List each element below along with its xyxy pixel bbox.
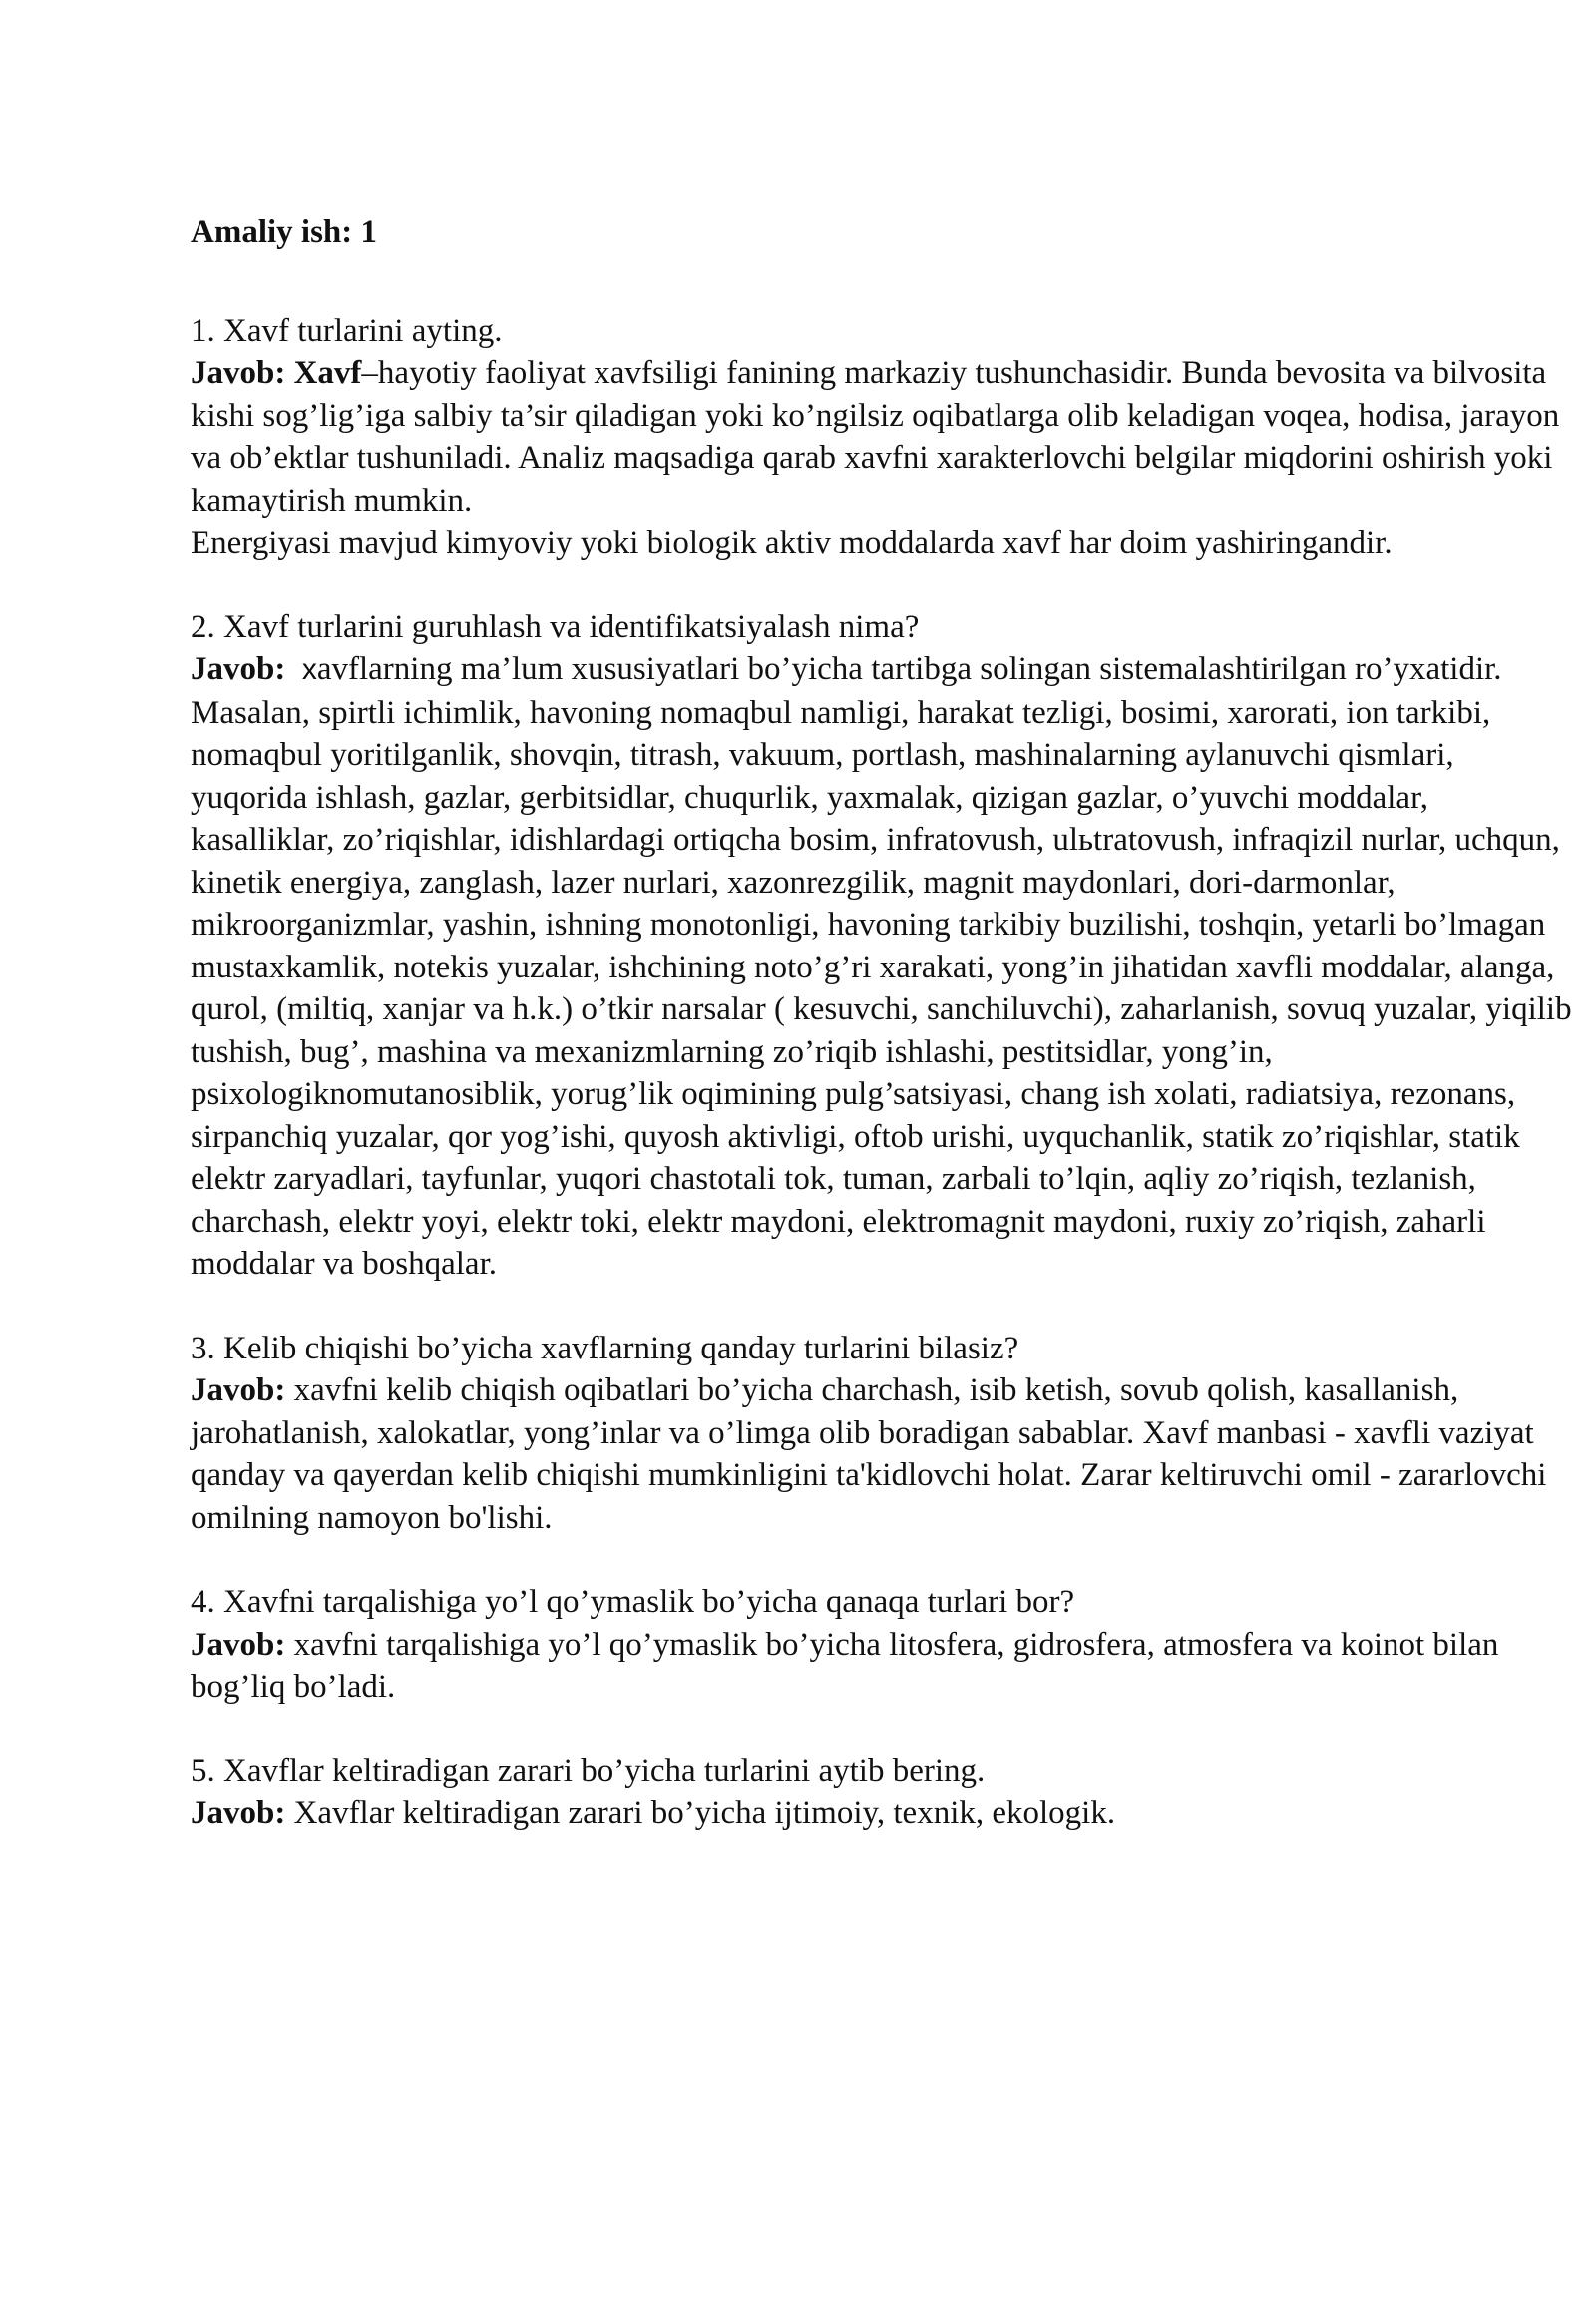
answer-label: Javob: — [191, 1626, 286, 1663]
question-4: 4. Xavfni tarqalishiga yo’l qo’ymaslik bo’yicha qanaqa turlari bor? — [191, 1584, 1075, 1620]
answer-4 — [191, 1624, 1577, 1709]
answer-lead-letter: x — [301, 653, 317, 686]
question-3: 3. Kelib chiqishi bo’yicha xavflarning qanday turlarini bilasiz? — [191, 1330, 1019, 1366]
answer-5 — [191, 1792, 1577, 1835]
question-5: 5. Xavflar keltiradigan zarari bo’yicha turlarini aytib bering. — [191, 1752, 986, 1789]
answer-1-extra: Energiyasi mavjud kimyoviy yoki biologik aktiv moddalarda xavf har doim yashiringandir. — [191, 525, 1393, 561]
answer-text: Xavflar keltiradigan zarari bo’yicha ijtimoiy, texnik, ekologik. — [293, 1795, 1116, 1831]
answer-label: Javob: — [191, 355, 286, 391]
answer-label: Javob: — [191, 1795, 286, 1831]
answer-label: Javob: — [191, 1372, 286, 1408]
document-page — [191, 211, 1577, 1877]
answer-text: –hayotiy faoliyat xavfsiligi fanining markaziy tushunchasidir. Bunda bevosita va bilvosita kishi sog’lig’iga salbiy ta’sir qiladigan yoki ko’ngilsiz oqibatlarga olib keladigan voqea, hodisa, jarayon va ob’ektlar tushuniladi. Analiz maqsadiga qarab xavfni xarakterlovchi belgilar miqdorini oshirish yoki kamaytirish mumkin. — [191, 355, 1560, 519]
page-title: Amaliy ish: 1 — [191, 214, 378, 250]
qa-section-1 — [191, 310, 1577, 565]
answer-text: xavfni kelib chiqish oqibatlari bo’yicha charchash, isib ketish, sovub qolish, kasallanish, jarohatlanish, xalokatlar, yong’inlar va o’limga olib boradigan sabablar. Xavf manbasi - xavfli vaziyat qanday va qayerdan kelib chiqishi mumkinligini ta'kidlovchi holat. Zarar keltiruvchi omil - zararlovchi omilning namoyon bo'lishi. — [191, 1372, 1547, 1536]
qa-section-5 — [191, 1750, 1577, 1835]
answer-text: avflarning ma’lum xususiyatlari bo’yicha tartibga solingan sistemalashtirilgan ro’yxatidir. Masalan, spirtli ichimlik, havoning nomaqbul namligi, harakat tezligi, bosimi, xarorati, ion tarkibi, nomaqbul yoritilganlik, shovqin, titrash, vakuum, portlash, mashinalarning aylanuvchi qismlari, yuqorida ishlash, gazlar, gerbitsidlar, chuqurlik, yaxmalak, qizigan gazlar, o’yuvchi moddalar, kasalliklar, zo’riqishlar, idishlardagi ortiqcha bosim, infratovush, ulьtratovush, infraqizil nurlar, uchqun, kinetik energiya, zanglash, lazer nurlari, xazonrezgilik, magnit maydonlari, dori-darmonlar, mikroorganizmlar, yashin, ishning monotonligi, havoning tarkibiy buzilishi, toshqin, yetarli bo’lmagan mustaxkamlik, notekis yuzalar, ishchining noto’g’ri xarakati, yong’in jihatidan xavfli moddalar, alanga, qurol, (miltiq, xanjar va h.k.) o’tkir narsalar ( kesuvchi, sanchiluvchi), zaharlanish, sovuq yuzalar, yiqilib tushish, bug’, mashina va mexanizmlarning zo’riqib ishlashi, pestitsidlar, yong’in, psixologiknomutanosiblik, yorug’lik oqimining pulg’satsiyasi, chang ish xolati, radiatsiya, rezonans, sirpanchiq yuzalar, qor yog’ishi, quyosh aktivligi, oftob urishi, uyquchanlik, statik zo’riqishlar, statik elektr zaryadlari, tayfunlar, yuqori chastotali tok, tuman, zarbali to’lqin, aqliy zo’riqish, tezlanish, charchash, elektr yoyi, elektr toki, elektr maydoni, elektromagnit maydoni, ruxiy zo’riqish, zaharli moddalar va boshqalar. — [191, 651, 1572, 1282]
question-2: 2. Xavf turlarini guruhlash va identifikatsiyalash nima? — [191, 608, 920, 645]
qa-section-2 — [191, 606, 1577, 1286]
question-1: 1. Xavf turlarini ayting. — [191, 312, 503, 349]
answer-2 — [191, 648, 1577, 1286]
answer-text: xavfni tarqalishiga yo’l qo’ymaslik bo’yicha litosfera, gidrosfera, atmosfera va koinot bilan bog’liq bo’ladi. — [191, 1626, 1499, 1705]
answer-1 — [191, 352, 1577, 522]
answer-term: Xavf — [293, 355, 362, 391]
qa-section-4 — [191, 1581, 1577, 1709]
answer-3 — [191, 1369, 1577, 1539]
qa-section-3 — [191, 1328, 1577, 1540]
answer-label: Javob: — [191, 651, 286, 687]
